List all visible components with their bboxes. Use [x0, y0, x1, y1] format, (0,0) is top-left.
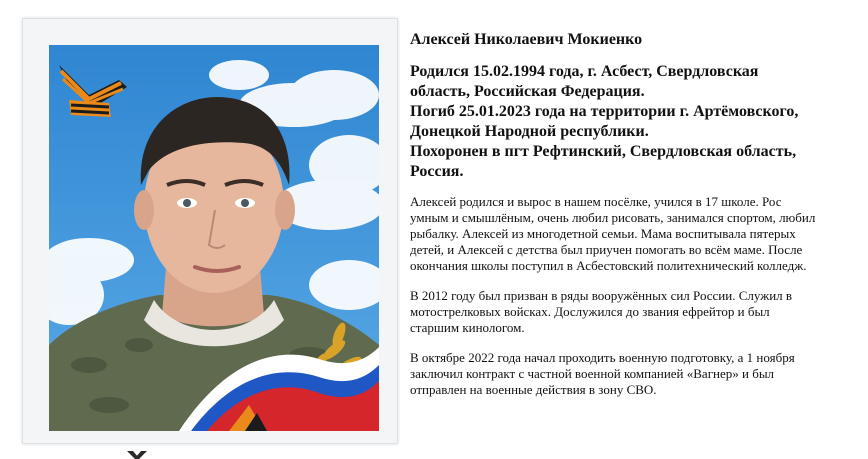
death-fact: Погиб 25.01.2023 года на территории г. Артёмовского, Донецкой Народной республики. [410, 103, 799, 140]
caption-fragment [127, 451, 147, 459]
person-name: Алексей Николаевич Мокиенко [410, 31, 643, 48]
portrait-photo [49, 45, 379, 431]
bio-paragraph-3: В октябре 2022 года начал проходить военную подготовку, а 1 ноября заключил контракт с частной военной компанией «Вагнер» и был отправлен на военные действия в зону СВО. [410, 350, 795, 397]
bio-paragraph-2: В 2012 году был призван в ряды вооружённых сил России. Служил в мотострелковых войсках. Дослужился до звания ефрейтор и был старшим кинологом. [410, 288, 793, 335]
burial-fact: Похоронен в пгт Рефтинский, Свердловская область, Россия. [410, 143, 797, 180]
biography-column [410, 30, 820, 412]
memorial-photo-card [22, 18, 398, 444]
bio-paragraph-1: Алексей родился и вырос в нашем посёлке, учился в 17 школе. Рос умным и смышлёным, очень любил рисовать, занимался спортом, любил рыбалку. Алексей из многодетной семьи. Мама воспитывала пятерых детей, и Алексей с детства был приучен помогать во всём маме. После окончания школы поступил в Асбестовский политехнический колледж. [410, 194, 816, 273]
birth-fact: Родился 15.02.1994 года, г. Асбест, Свердловская область, Российская Федерация. [410, 63, 759, 100]
portrait-illustration [49, 45, 379, 431]
life-facts [410, 62, 820, 182]
